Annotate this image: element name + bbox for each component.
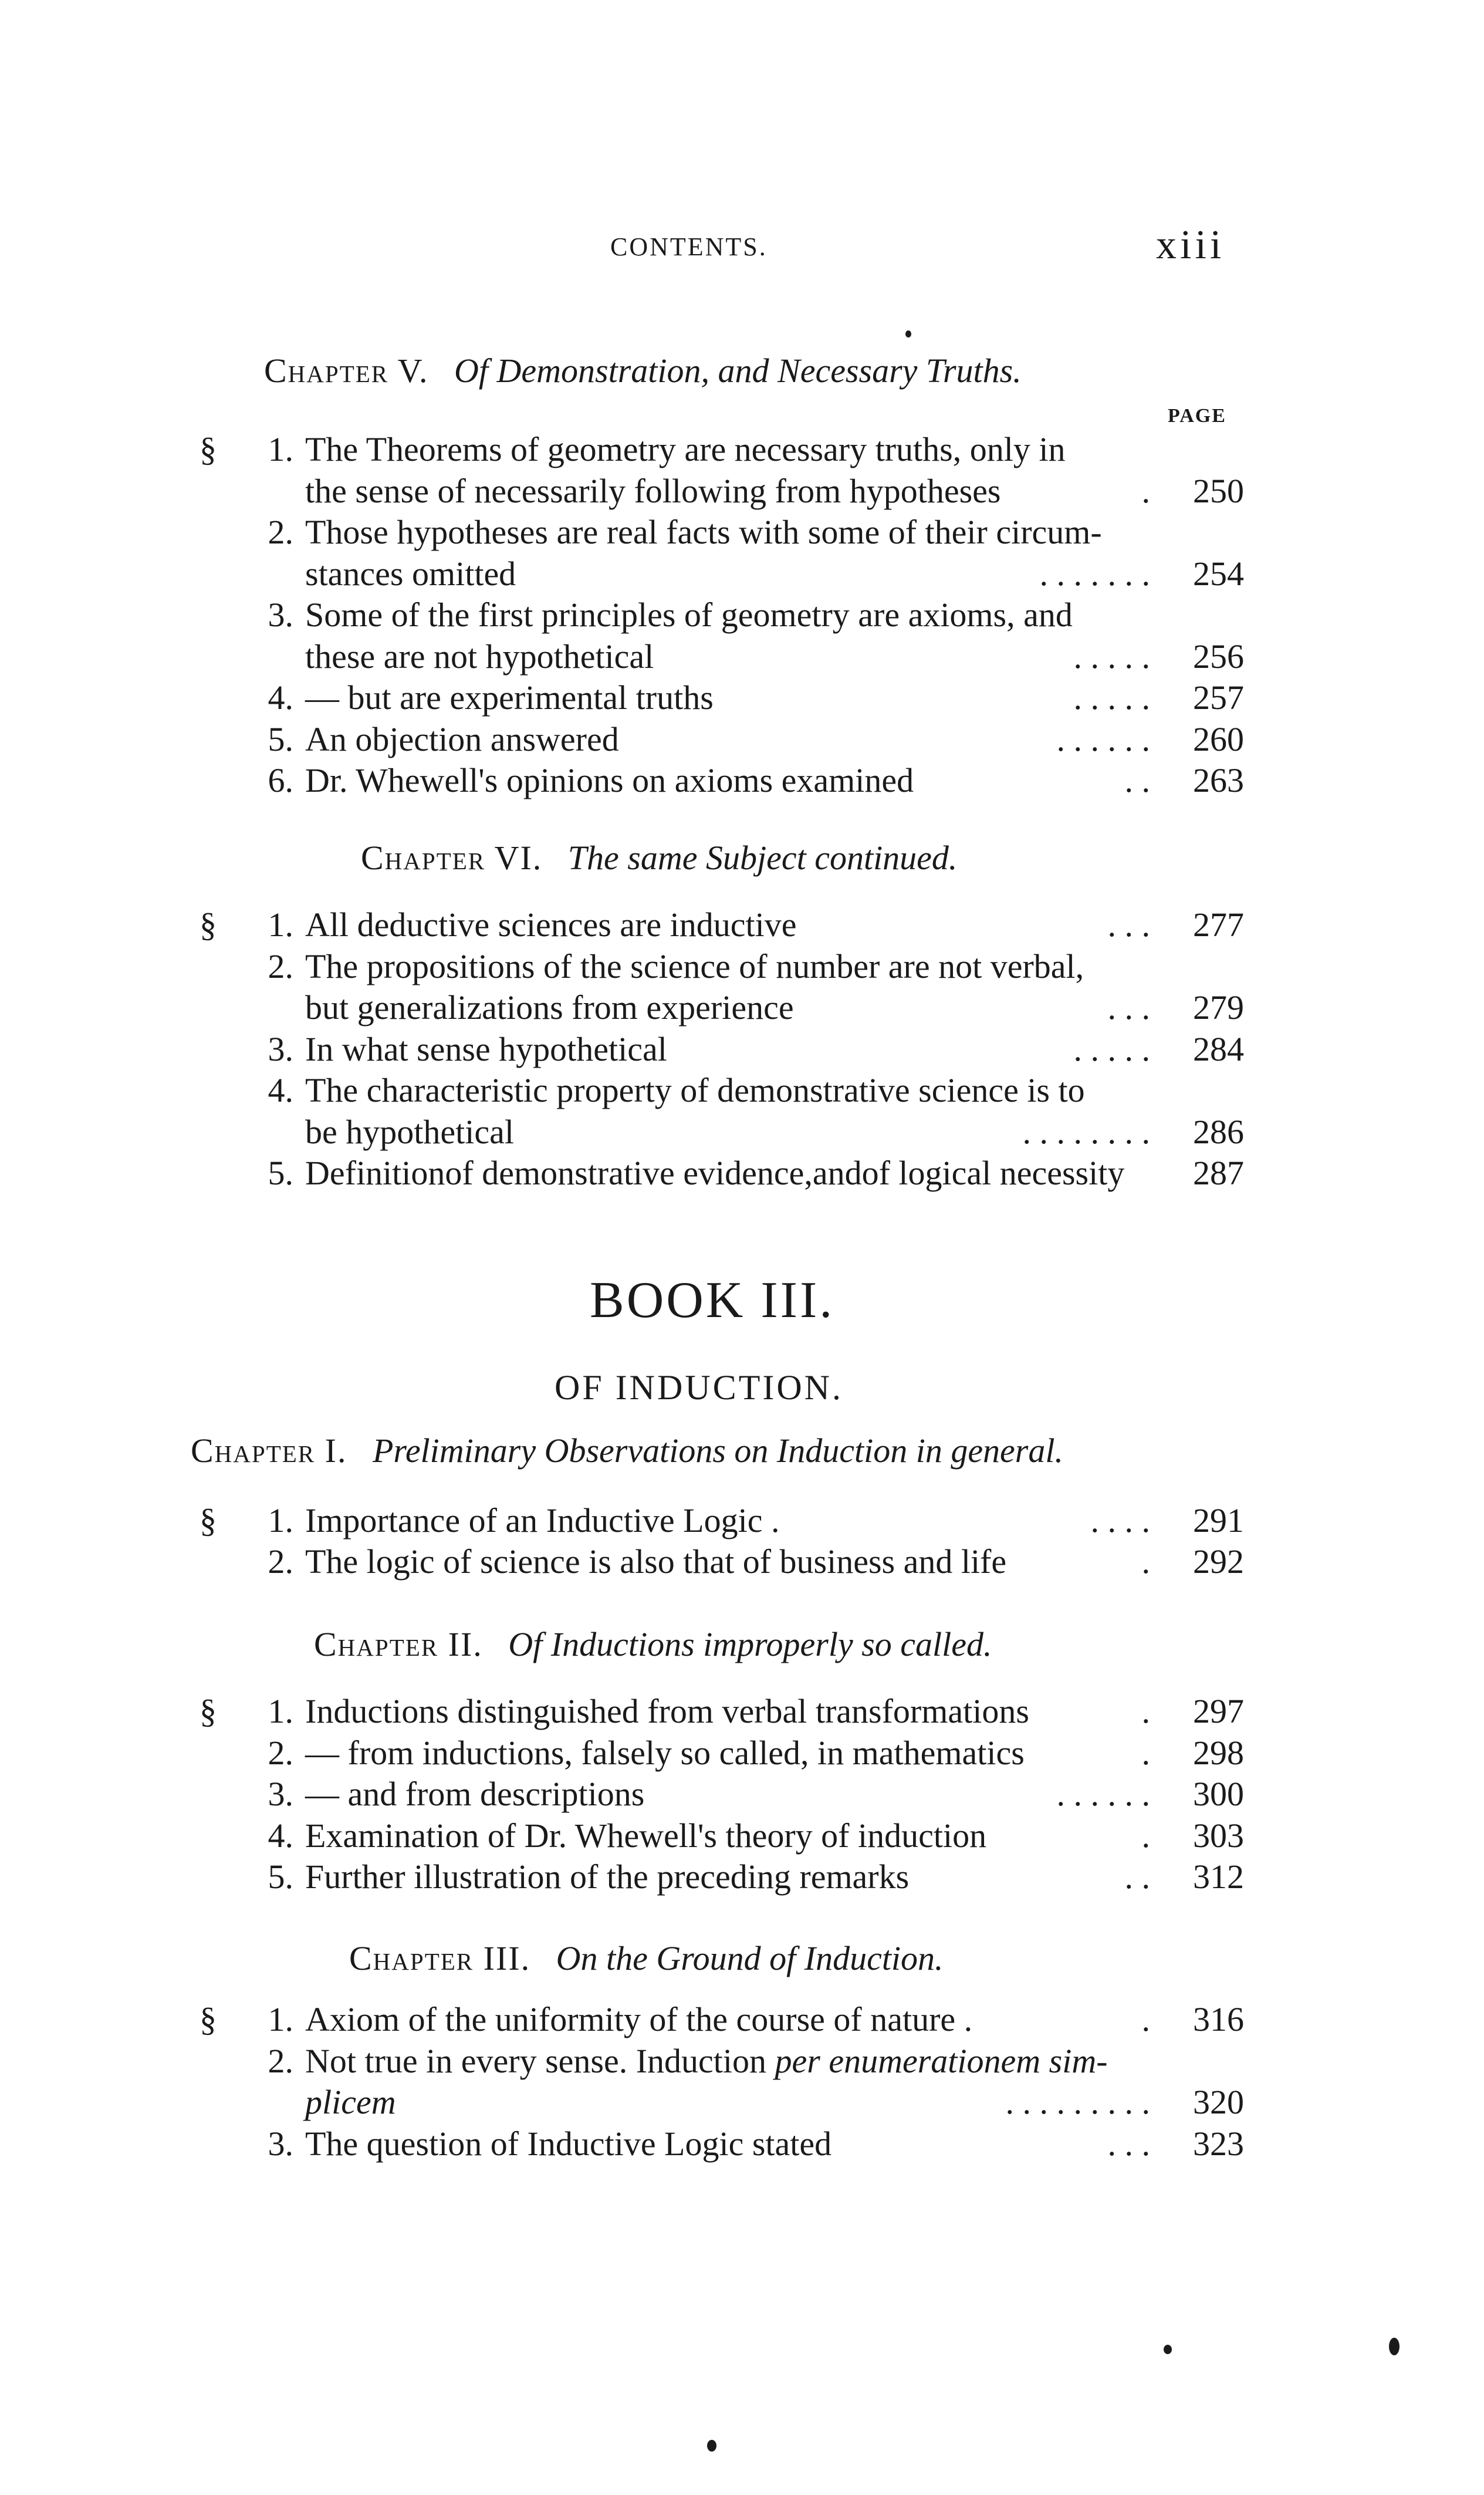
entry-text-roman: An objection answered (305, 720, 619, 758)
section-number: 6. (268, 761, 293, 799)
book-title: BOOK III. (590, 1272, 835, 1329)
contents-row (200, 1111, 1244, 1153)
section-number: 3. (268, 2124, 293, 2163)
contents-row (200, 904, 1244, 946)
entry-text-roman: Further illustration of the preceding remarks (305, 1858, 910, 1896)
chapter-title: The same Subject continued. (567, 839, 958, 877)
page-number: 323 (1193, 2124, 1244, 2163)
contents-row (200, 1152, 1244, 1194)
entry-text-roman: — from inductions, falsely so called, in mathematics (305, 1733, 1025, 1772)
dot-leader: . (1141, 471, 1150, 510)
dot-leader: . . . . . (1073, 637, 1150, 676)
page-number: 256 (1193, 637, 1244, 676)
dot-leader: . (1141, 2000, 1150, 2038)
entry-text-roman: these are not hypothetical (305, 637, 654, 676)
contents-row (200, 1998, 1244, 2041)
contents-row (200, 428, 1244, 471)
dot-leader: . . . (1107, 2124, 1150, 2163)
section-mark: § (200, 2000, 217, 2038)
dot-leader: . . . . . . (1056, 720, 1150, 758)
page-number: 260 (1193, 720, 1244, 758)
contents-row (200, 1028, 1244, 1071)
dot-leader: . . . . (1090, 1501, 1150, 1539)
entry-text (305, 1152, 1124, 1194)
entry-text-roman: — but are experimental truths (305, 678, 714, 717)
page-number: 250 (1193, 471, 1244, 510)
chapter-label: Chapter I. (191, 1431, 347, 1470)
entry-text-roman: be hypothetical (305, 1112, 514, 1151)
section-number: 5. (268, 1858, 293, 1896)
page-number: 303 (1193, 1816, 1244, 1855)
entry-text-italic: plicem (305, 2083, 396, 2121)
chapter-label: Chapter V. (264, 352, 429, 390)
section-number: 4. (268, 678, 293, 717)
dot-leader: . . (1124, 761, 1150, 799)
dot-leader: . . . . . . . . . (1005, 2083, 1150, 2121)
page-number: 287 (1193, 1154, 1244, 1192)
contents-row (200, 1815, 1244, 1857)
dot-leader: . . (1124, 1858, 1150, 1896)
dot-leader: . . . . . . (1056, 1775, 1150, 1813)
dot-leader: . . . . . . . . (1022, 1112, 1150, 1151)
section-number: 5. (268, 1154, 293, 1192)
dot-leader: . . . . . . . (1039, 554, 1150, 593)
page-number: 286 (1193, 1112, 1244, 1151)
contents-row (200, 553, 1244, 595)
section-number: 4. (268, 1816, 293, 1855)
entry-text-roman: Inductions distinguished from verbal transformations (305, 1692, 1029, 1730)
entry-text-roman: stances omitted (305, 554, 516, 593)
section-mark: § (200, 906, 217, 944)
contents-row (200, 470, 1244, 512)
entry-text-roman: All deductive sciences are inductive (305, 906, 797, 944)
dot-leader: . (1141, 1816, 1150, 1855)
entry-text-roman: The Theorems of geometry are necessary truths, only in (305, 430, 1066, 468)
ink-speck (707, 2440, 716, 2452)
contents-row (200, 594, 1244, 636)
entry-text-roman: Some of the first principles of geometry are axioms, and (305, 596, 1073, 634)
page-number: 277 (1193, 906, 1244, 944)
running-title: CONTENTS. (610, 232, 768, 261)
contents-row (200, 987, 1244, 1029)
entry-text-roman: In what sense hypothetical (305, 1029, 667, 1068)
section-number: 1. (268, 906, 293, 944)
entry-text-roman: Importance of an Inductive Logic . (305, 1501, 780, 1539)
contents-row (200, 2081, 1244, 2123)
dot-leader: . (1141, 1692, 1150, 1730)
section-number: 2. (268, 1733, 293, 1772)
contents-row (200, 759, 1244, 802)
contents-row (200, 1069, 1244, 1112)
book-iii-chapter-i-heading (191, 1431, 1063, 1470)
dot-leader: . . . (1107, 906, 1150, 944)
section-number: 2. (268, 947, 293, 985)
page-number: 312 (1193, 1858, 1244, 1896)
chapter-label: Chapter VI. (361, 839, 543, 877)
page-number: 284 (1193, 1029, 1244, 1068)
entry-text-roman: The propositions of the science of number are not verbal, (305, 947, 1084, 985)
entry-text-roman: the sense of necessarily following from hypotheses (305, 471, 1001, 510)
section-number: 2. (268, 513, 293, 551)
dot-leader: . (1141, 1733, 1150, 1772)
entry-text (305, 2040, 1108, 2082)
ink-speck (905, 330, 911, 337)
entry-text-italic: per enumerationem sim- (766, 2041, 1108, 2080)
page-folio: xiii (1156, 222, 1225, 268)
dot-leader: . (1141, 1542, 1150, 1581)
section-number: 1. (268, 1501, 293, 1539)
entry-text-roman: Dr. Whewell's opinions on axioms examined (305, 761, 914, 799)
section-mark: § (200, 1501, 217, 1539)
page-number: 263 (1193, 761, 1244, 799)
entry-text-roman: Examination of Dr. Whewell's theory of induction (305, 1816, 987, 1855)
page-number: 279 (1193, 988, 1244, 1027)
entry-text-roman: The question of Inductive Logic stated (305, 2124, 832, 2163)
section-number: 2. (268, 1542, 293, 1581)
page-number: 297 (1193, 1692, 1244, 1730)
entry-text-roman: Definitionof demonstrative evidence,andof logical necessity (305, 1154, 1125, 1192)
section-number: 1. (268, 1692, 293, 1730)
section-number: 3. (268, 1775, 293, 1813)
contents-row (200, 1690, 1244, 1733)
section-mark: § (200, 1692, 217, 1730)
chapter-v-heading (264, 351, 1022, 390)
contents-row (200, 946, 1244, 988)
chapter-title: Preliminary Observations on Induction in general. (372, 1431, 1063, 1470)
entry-text-roman: but generalizations from experience (305, 988, 794, 1027)
contents-row (200, 1541, 1244, 1583)
page-number: 291 (1193, 1501, 1244, 1539)
book-iii-chapter-iii-heading (349, 1939, 944, 1978)
section-number: 5. (268, 720, 293, 758)
contents-row (200, 1732, 1244, 1774)
contents-row (200, 1773, 1244, 1815)
dot-leader: . . . . . (1073, 678, 1150, 717)
page-number: 320 (1193, 2083, 1244, 2121)
page-number: 298 (1193, 1733, 1244, 1772)
dot-leader: . . . . . (1073, 1029, 1150, 1068)
page-number: 300 (1193, 1775, 1244, 1813)
entry-text-roman: The characteristic property of demonstrative science is to (305, 1071, 1085, 1109)
entry-text (305, 1069, 1085, 1112)
contents-row (200, 2123, 1244, 2165)
page-column-label: PAGE (1168, 405, 1226, 427)
entry-text-roman: — and from descriptions (305, 1775, 645, 1813)
chapter-label: Chapter III. (349, 1939, 531, 1977)
section-number: 1. (268, 2000, 293, 2038)
contents-row (200, 636, 1244, 678)
section-number: 4. (268, 1071, 293, 1109)
dot-leader: . . . (1107, 988, 1150, 1027)
contents-row (200, 1856, 1244, 1898)
entry-text-roman: Axiom of the uniformity of the course of nature . (305, 2000, 973, 2038)
section-number: 1. (268, 430, 293, 468)
chapter-title: On the Ground of Induction. (556, 1939, 944, 1977)
page-number: 316 (1193, 2000, 1244, 2038)
contents-row (200, 2040, 1244, 2082)
entry-text (305, 511, 1102, 553)
entry-text-roman: The logic of science is also that of business and life (305, 1542, 1007, 1581)
page-number: 254 (1193, 554, 1244, 593)
entry-text-roman: Not true in every sense. Induction (305, 2041, 767, 2080)
section-mark: § (200, 430, 217, 468)
contents-row (200, 677, 1244, 719)
contents-row (200, 718, 1244, 761)
section-number: 2. (268, 2041, 293, 2080)
section-number: 3. (268, 1029, 293, 1068)
page-number: 257 (1193, 678, 1244, 717)
chapter-title: Of Inductions improperly so called. (508, 1625, 992, 1663)
book-subtitle: OF INDUCTION. (555, 1368, 843, 1407)
page-number: 292 (1193, 1542, 1244, 1581)
chapter-title: Of Demonstration, and Necessary Truths. (454, 352, 1022, 390)
entry-text (305, 594, 1073, 636)
section-number: 3. (268, 596, 293, 634)
book-iii-chapter-ii-heading (314, 1625, 992, 1664)
chapter-vi-heading (361, 838, 957, 877)
entry-text (305, 946, 1084, 988)
ink-speck (1164, 2345, 1172, 2354)
chapter-label: Chapter II. (314, 1625, 483, 1663)
entry-text (305, 428, 1065, 471)
ink-speck (1389, 2338, 1400, 2355)
entry-text-roman: Those hypotheses are real facts with some of their circum- (305, 513, 1102, 551)
contents-row (200, 1500, 1244, 1542)
contents-row (200, 511, 1244, 553)
